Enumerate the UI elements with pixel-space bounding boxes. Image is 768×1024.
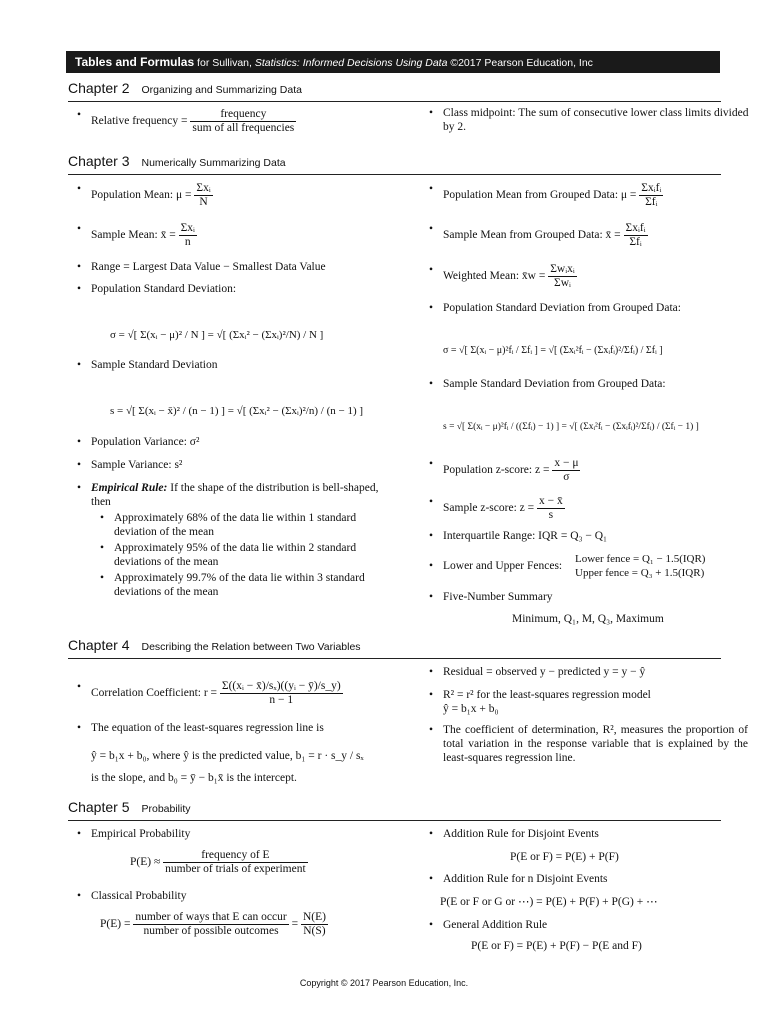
chapter-title: Probability [141,803,191,815]
num: x − μ [554,457,579,469]
banner-book: Statistics: Informed Decisions Using Data [254,57,448,69]
label: Population Mean from Grouped Data: μ = [443,189,640,202]
chapter-number: Chapter 5 [68,799,130,815]
banner-for: for Sullivan, [194,57,255,69]
den2: N(S) [303,925,326,937]
den: Σfᵢ [645,196,658,208]
num: Σ((xᵢ − x̄)/sₓ)((yᵢ − ȳ)/s_y) [221,680,341,692]
correlation-coefficient [91,680,343,707]
fences-label: • Lower and Upper Fences: [443,559,562,573]
chapter-number: Chapter 3 [68,153,130,169]
empirical-rule-text: If the shape of the distribution is bell-shaped, then [91,482,379,508]
interquartile-range: • Interquartile Range: IQR = Q₃ − Q₁ [443,529,607,543]
grouped-population-mean [443,182,663,209]
empirical-rule-label: Empirical Rule: [91,482,168,494]
lhs: P(E) = [100,918,134,931]
equals: = [288,918,301,931]
five-number-summary-label: • Five-Number Summary [443,590,553,604]
empirical-99-7: • Approximately 99.7% of the data lie within 3 standard deviations of the mean [114,571,399,599]
classical-probability-formula [100,911,328,938]
relative-frequency [91,108,296,135]
weighted-mean [443,263,577,290]
general-addition-rule-label: • General Addition Rule [443,918,547,932]
num: number of ways that E can occur [135,911,287,923]
sample-variance: • Sample Variance: s² [91,458,182,472]
addition-rule-n-label: • Addition Rule for n Disjoint Events [443,872,608,886]
label: Population Mean: μ = [91,189,195,202]
footer-copyright: Copyright © 2017 Pearson Education, Inc. [299,978,469,988]
empirical-probability-formula [130,849,308,876]
den: Σwᵢ [554,277,571,289]
label: Population z-score: z = [443,464,553,477]
population-variance: • Population Variance: σ² [91,435,199,449]
addition-rule-disjoint-label: • Addition Rule for Disjoint Events [443,827,599,841]
num: frequency of E [163,849,308,863]
header-banner [66,51,720,73]
den: Σfᵢ [629,236,642,248]
relfreq-num: frequency [190,108,296,122]
sample-sd-label: • Sample Standard Deviation [91,358,217,372]
upper-fence: Upper fence = Q₃ + 1.5(IQR) [575,567,705,579]
num: Σxᵢfᵢ [641,182,662,194]
chapter-number: Chapter 2 [68,80,130,96]
chapter-title: Numerically Summarizing Data [141,157,286,169]
num: Σxᵢ [180,222,195,234]
num2: N(E) [302,911,326,923]
chapter-title: Describing the Relation between Two Variables [141,641,361,653]
lhs: P(E) ≈ [130,856,164,869]
den: N [199,196,208,208]
relfreq-den: sum of all frequencies [192,122,295,134]
range: • Range = Largest Data Value − Smallest Data Value [91,260,326,274]
den: s [548,509,554,521]
empirical-68: • Approximately 68% of the data lie within 1 standard deviation of the mean [114,511,399,539]
banner-title: Tables and Formulas [75,55,195,69]
empirical-probability-label: • Empirical Probability [91,827,190,841]
num: Σxᵢ [196,182,211,194]
chapter-2-heading [68,80,721,102]
sample-sd-formula: s = √[ Σ(xᵢ − x̄)² / (n − 1) ] = √[ (Σxᵢ² − (Σxᵢ)²/n) / (n − 1) ] [110,405,364,417]
general-addition-rule-formula: P(E or F) = P(E) + P(F) − P(E and F) [471,940,642,952]
num: Σwᵢxᵢ [550,263,575,275]
den: σ [563,471,570,483]
population-sd-label: • Population Standard Deviation: [91,282,236,296]
grouped-sample-sd-formula: s = √[ Σ(xᵢ − μ)²fᵢ / ((Σfᵢ) − 1) ] = √[ (Σxᵢ²fᵢ − (Σxᵢfᵢ)²/Σfᵢ) / (Σfᵢ − 1) ] [443,422,699,432]
chapter-4-heading [68,637,721,659]
class-midpoint: • Class midpoint: The sum of consecutive lower class limits divided by 2. [443,106,753,134]
lower-fence: Lower fence = Q₁ − 1.5(IQR) [575,553,706,565]
den: n − 1 [269,694,294,706]
label: Sample Mean from Grouped Data: x̄ = [443,229,624,242]
classical-probability-label: • Classical Probability [91,889,187,903]
label: Sample z-score: z = [443,502,537,515]
grouped-population-sd-label: • Population Standard Deviation from Grouped Data: [443,301,681,315]
relfreq-label: Relative frequency = [91,115,191,128]
grouped-sample-mean [443,222,648,249]
five-number-summary: Minimum, Q₁, M, Q₃, Maximum [512,613,664,625]
least-squares-equation: ŷ = b₁x + b₀, where ŷ is the predicted value, b₁ = r · s_y / sₓ [91,750,364,762]
chapter-3-heading [68,153,721,175]
least-squares-slope: is the slope, and b₀ = ȳ − b₁x̄ is the intercept. [91,772,297,784]
least-squares-label: • The equation of the least-squares regression line is [91,721,324,735]
label: Weighted Mean: x̄w = [443,270,549,283]
addition-rule-disjoint-formula: P(E or F) = P(E) + P(F) [510,851,619,863]
coefficient-of-determination: • The coefficient of determination, R², measures the proportion of total variation in the response variable that is explained by the least-squares regression line. [443,723,748,765]
population-z-score [443,457,580,484]
empirical-95: • Approximately 95% of the data lie within 2 standard deviations of the mean [114,541,399,569]
den: n [184,236,191,248]
label: Sample Mean: x̄ = [91,229,179,242]
den: number of possible outcomes [143,925,279,937]
chapter-title: Organizing and Summarizing Data [141,84,302,96]
grouped-population-sd-formula: σ = √[ Σ(xᵢ − μ)²fᵢ / Σfᵢ ] = √[ (Σxᵢ²fᵢ − (Σxᵢfᵢ)²/Σfᵢ) / Σfᵢ ] [443,345,663,356]
label: Correlation Coefficient: r = [91,687,220,700]
den: number of trials of experiment [165,863,306,875]
residual: • Residual = observed y − predicted y = y − ŷ [443,665,645,679]
chapter-number: Chapter 4 [68,637,130,653]
population-mean [91,182,213,209]
regression-model: ŷ = b₁x + b₀ [443,703,499,715]
addition-rule-n-formula: P(E or F or G or ⋯) = P(E) + P(F) + P(G) + ⋯ [440,896,658,908]
grouped-sample-sd-label: • Sample Standard Deviation from Grouped Data: [443,377,666,391]
sample-mean [91,222,197,249]
chapter-5-heading [68,799,721,821]
banner-copyright: ©2017 Pearson Education, Inc [447,57,593,69]
empirical-rule [91,481,401,509]
sample-z-score [443,495,565,522]
num: x − x̄ [538,495,563,507]
num: Σxᵢfᵢ [625,222,646,234]
population-sd-formula: σ = √[ Σ(xᵢ − μ)² / N ] = √[ (Σxᵢ² − (Σxᵢ)²/N) / N ] [110,329,324,341]
r-squared: • R² = r² for the least-squares regression model [443,688,651,702]
